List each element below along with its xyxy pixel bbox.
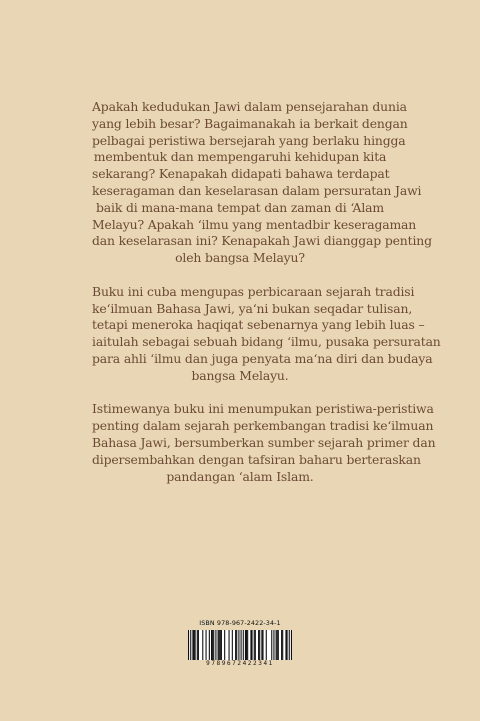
blurb-paragraph-3 (92, 401, 436, 485)
barcode-bar (255, 630, 256, 660)
barcode-bar (254, 630, 255, 660)
blurb-paragraph-1 (92, 99, 432, 267)
text-line: oleh bangsa Melayu? (175, 250, 305, 266)
barcode-bar (250, 630, 251, 660)
barcode-bar (190, 630, 191, 660)
barcode-bar (246, 630, 247, 660)
barcode-bar (258, 630, 259, 660)
barcode-bar (291, 630, 292, 660)
barcode-bar (212, 630, 213, 660)
blurb-paragraph-2 (92, 283, 441, 385)
barcode-bar (241, 630, 242, 660)
barcode-bar (235, 630, 236, 660)
barcode-bar (289, 630, 290, 660)
barcode-bar (206, 630, 207, 660)
text-line: Istimewanya buku ini menumpukan peristiwa-peristiwa (92, 401, 434, 417)
barcode-bar (287, 630, 288, 660)
text-line: iaitulah sebagai sebuah bidang ‘ilmu, pusaka persuratan (92, 334, 441, 350)
barcode-bar (197, 630, 198, 660)
barcode-bar (220, 630, 221, 660)
barcode-bar (202, 630, 203, 660)
barcode-bar (247, 630, 248, 660)
text-line: penting dalam sejarah perkembangan tradisi ke‘ilmuan (92, 418, 434, 434)
barcode-bar (261, 630, 262, 660)
barcode-bar (271, 630, 272, 660)
text-line: baik di mana-mana tempat dan zaman di ‘Alam (96, 199, 384, 215)
barcode-bar (224, 630, 225, 660)
barcode-bar (277, 630, 278, 660)
barcode-bar (245, 630, 246, 660)
barcode-bar (276, 630, 277, 660)
barcode-bar (215, 630, 216, 660)
barcode-bar (285, 630, 286, 660)
barcode-bar (209, 630, 210, 660)
text-line: tetapi meneroka haqiqat sebenarnya yang lebih luas – (92, 317, 425, 333)
isbn-label: ISBN 978-967-2422-34-1 (199, 619, 281, 627)
barcode-bar (251, 630, 252, 660)
barcode (188, 630, 292, 660)
text-line: sekarang? Kenapakah didapati bahawa terdapat (92, 166, 390, 182)
barcode-bar (195, 630, 196, 660)
back-cover-blurb (92, 99, 441, 502)
text-line: keseragaman dan keselarasan dalam persuratan Jawi (92, 182, 422, 198)
barcode-bar (192, 630, 193, 660)
barcode-bar (229, 630, 230, 660)
text-line: dan keselarasan ini? Kenapakah Jawi dianggap penting (92, 233, 432, 249)
barcode-bar (273, 630, 274, 660)
barcode-bar (262, 630, 263, 660)
barcode-bar (278, 630, 279, 660)
text-line: pandangan ‘alam Islam. (166, 468, 314, 484)
barcode-bar (266, 630, 267, 660)
barcode-bar (198, 630, 199, 660)
barcode-bar (211, 630, 212, 660)
barcode-bar (188, 630, 189, 660)
barcode-bar (218, 630, 219, 660)
text-line: pelbagai peristiwa bersejarah yang berlaku hingga (92, 132, 406, 148)
text-line: membentuk dan mempengaruhi kehidupan kita (93, 149, 387, 165)
text-line: Buku ini cuba mengupas perbicaraan sejarah tradisi (92, 283, 415, 299)
text-line: yang lebih besar? Bagaimanakah ia berkait dengan (92, 115, 408, 131)
text-line: dipersembahkan dengan tafsiran baharu berteraskan (92, 451, 421, 467)
barcode-bar (213, 630, 214, 660)
text-line: para ahli ‘ilmu dan juga penyata ma‘na diri dan budaya (92, 350, 433, 366)
isbn-barcode-block (188, 619, 292, 667)
barcode-bar (221, 630, 222, 660)
text-line: Melayu? Apakah ‘ilmu yang mentadbir keseragaman (92, 216, 417, 232)
barcode-bar (281, 630, 282, 660)
barcode-bar (259, 630, 260, 660)
barcode-bar (232, 630, 233, 660)
barcode-bar (243, 630, 244, 660)
barcode-bar (236, 630, 237, 660)
text-line: ke‘ilmuan Bahasa Jawi, ya‘ni bukan seqadar tulisan, (92, 300, 413, 316)
barcode-bar (193, 630, 194, 660)
barcode-bar (238, 630, 239, 660)
barcode-bar (282, 630, 283, 660)
text-line: Bahasa Jawi, bersumberkan sumber sejarah primer dan (92, 434, 436, 450)
barcode-digits: 9789672422341 (206, 660, 274, 667)
barcode-bar (219, 630, 220, 660)
text-line: Apakah kedudukan Jawi dalam pensejarahan dunia (92, 99, 407, 114)
text-line: bangsa Melayu. (191, 367, 289, 383)
